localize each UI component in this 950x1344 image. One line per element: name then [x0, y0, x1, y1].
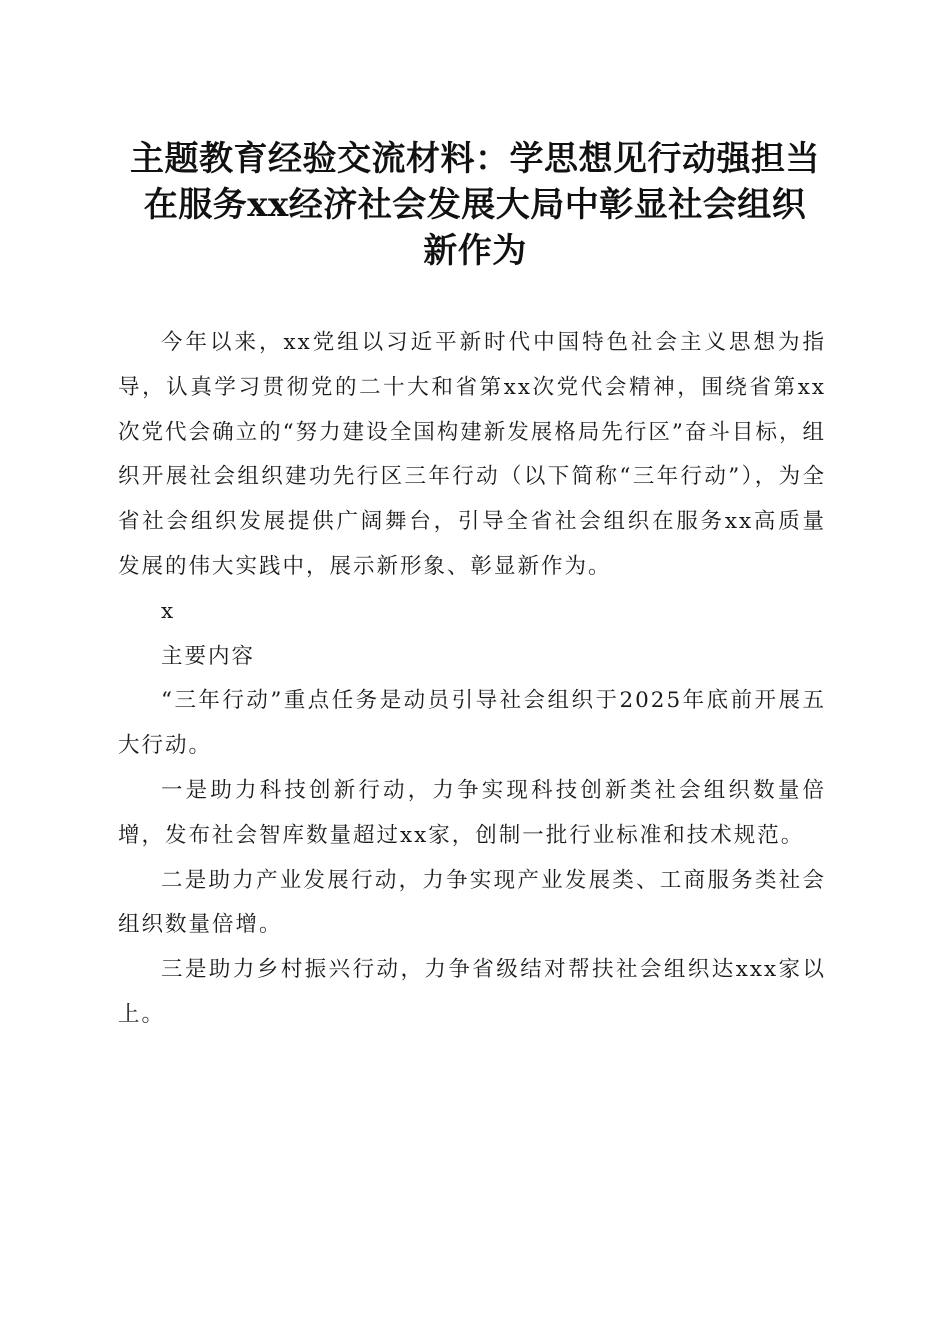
title-line: 主题教育经验交流材料：学思想见行动强担当	[130, 139, 820, 179]
intro-paragraph: 今年以来，xx党组以习近平新时代中国特色社会主义思想为指导，认真学习贯彻党的二十大和省第xx次党代会精神，围绕省第xx次党代会确立的“努力建设全国构建新发展格局先行区”奋斗目标，组织开展社会组织建功先行区三年行动（以下简称“三年行动”），为全省社会组织发展提供广阔舞台，引导全省社会组织在服务xx高质量发展的伟大实践中，展示新形象、彰显新作为。	[118, 330, 826, 579]
title-line: 在服务xx经济社会发展大局中彰显社会组织	[143, 185, 807, 225]
document-title	[110, 136, 840, 274]
section-heading: 主要内容	[161, 643, 256, 669]
task-item-3: 三是助力乡村振兴行动，力争省级结对帮扶社会组织达xxx家以上。	[118, 957, 826, 1027]
task-item-1: 一是助力科技创新行动，力争实现科技创新类社会组织数量倍增，发布社会智库数量超过xx家，创制一批行业标准和技术规范。	[118, 777, 826, 848]
task-item-2: 二是助力产业发展行动，力争实现产业发展类、工商服务类社会组织数量倍增。	[118, 867, 826, 938]
placeholder-paragraph: x	[161, 598, 176, 624]
title-line: 新作为	[423, 231, 527, 271]
tasks-paragraph: “三年行动”重点任务是动员引导社会组织于2025年底前开展五大行动。	[118, 688, 826, 759]
document-body	[118, 321, 826, 1038]
